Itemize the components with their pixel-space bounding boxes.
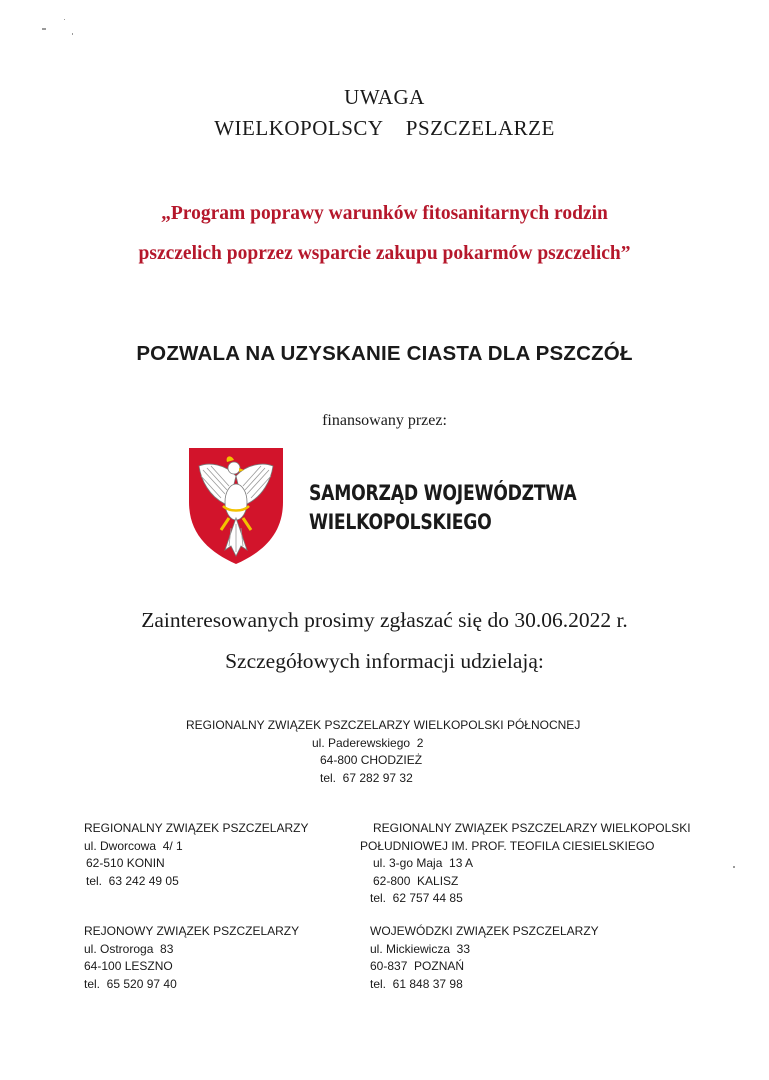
logo-text-line1: SAMORZĄD WOJEWÓDZTWA	[309, 481, 577, 505]
contact-north-phone: tel. 67 282 97 32	[320, 770, 413, 785]
contact-leszno	[84, 923, 299, 993]
contact-poznan-street: ul. Mickiewicza 33	[370, 941, 471, 956]
white-eagle-on-red-shield-icon	[187, 446, 285, 566]
logo-text-line2: WIELKOPOLSKIEGO	[309, 510, 492, 534]
logo-text	[309, 479, 576, 537]
contact-leszno-org: REJONOWY ZWIĄZEK PSZCZELARZY	[84, 924, 300, 938]
headline: POZWALA NA UZYSKANIE CIASTA DLA PSZCZÓŁ	[136, 342, 633, 365]
contact-konin-city: 62-510 KONIN	[86, 856, 165, 870]
contact-north-city: 64-800 CHODZIEŻ	[320, 753, 423, 767]
contact-leszno-phone: tel. 65 520 97 40	[84, 976, 177, 991]
scan-speck	[42, 28, 46, 30]
contact-konin	[84, 820, 308, 890]
header-uwaga: UWAGA	[344, 85, 425, 109]
contact-north-street: ul. Paderewskiego 2	[312, 735, 424, 750]
program-title-line2: pszczelich poprzez wsparcie zakupu pokarmów pszczelich”	[138, 243, 631, 264]
program-title-line1: „Program poprawy warunków fitosanitarnych rodzin	[161, 203, 608, 224]
financed-by-label: finansowany przez:	[322, 412, 447, 429]
contact-leszno-city: 64-100 LESZNO	[84, 959, 173, 973]
contact-kalisz-org-line2: POŁUDNIOWEJ IM. PROF. TEOFILA CIESIELSKIEGO	[360, 838, 655, 853]
scan-speck	[72, 33, 73, 35]
scan-speck	[733, 866, 735, 868]
scan-speck	[64, 19, 65, 20]
contact-konin-street: ul. Dworcowa 4/ 1	[84, 838, 183, 853]
contact-poznan-city: 60-837 POZNAŃ	[370, 959, 465, 973]
logo	[187, 446, 577, 568]
contact-north	[186, 717, 580, 787]
deadline-notice: Zainteresowanych prosimy zgłaszać się do 30.06.2022 r.	[141, 608, 628, 632]
contact-konin-phone: tel. 63 242 49 05	[86, 873, 179, 888]
contact-kalisz	[360, 820, 691, 908]
contact-poznan-org: WOJEWÓDZKI ZWIĄZEK PSZCZELARZY	[370, 924, 599, 938]
contact-konin-org: REGIONALNY ZWIĄZEK PSZCZELARZY	[84, 821, 309, 835]
contact-poznan	[370, 923, 599, 993]
contact-kalisz-phone: tel. 62 757 44 85	[370, 891, 463, 905]
contact-kalisz-city: 62-800 KALISZ	[373, 873, 459, 888]
contact-leszno-street: ul. Ostroroga 83	[84, 941, 174, 956]
header-wielkopolscy-pszczelarze: WIELKOPOLSCY PSZCZELARZE	[214, 116, 555, 140]
contact-kalisz-org-line1: REGIONALNY ZWIĄZEK PSZCZELARZY WIELKOPOLSKI	[373, 821, 691, 835]
contact-kalisz-street: ul. 3-go Maja 13 A	[373, 856, 474, 870]
info-notice: Szczegółowych informacji udzielają:	[225, 649, 544, 673]
contact-north-org: REGIONALNY ZWIĄZEK PSZCZELARZY WIELKOPOLSKI PÓŁNOCNEJ	[186, 718, 581, 732]
contact-poznan-phone: tel. 61 848 37 98	[370, 976, 463, 991]
